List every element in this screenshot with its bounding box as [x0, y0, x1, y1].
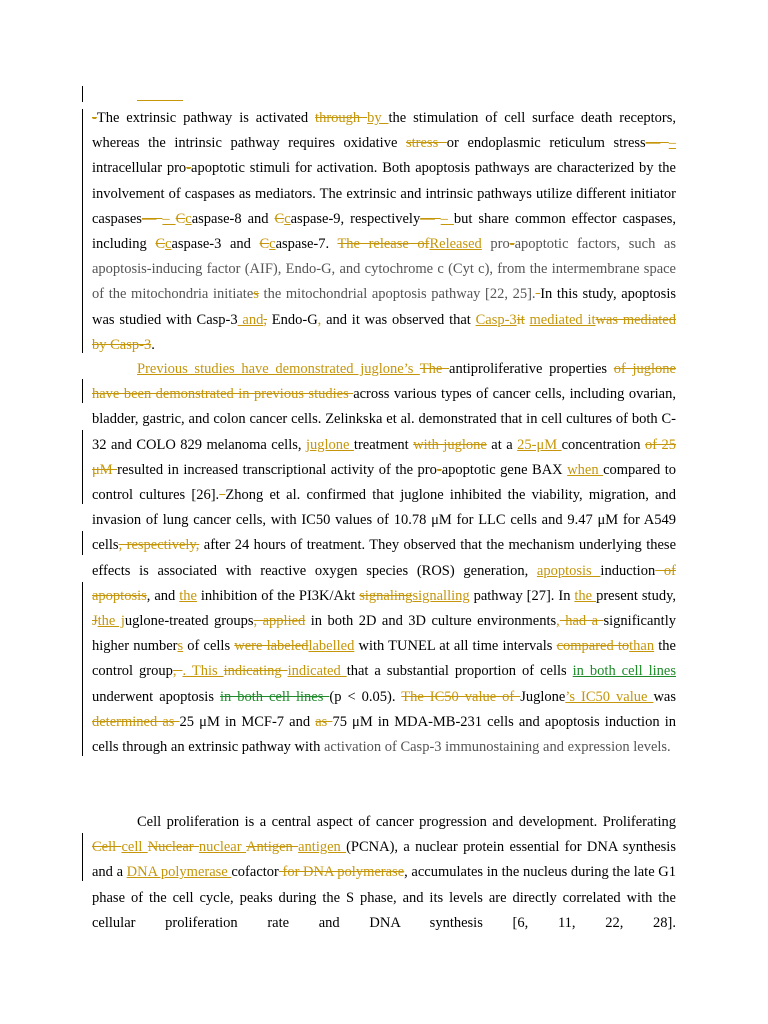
tracked-deletion: for DNA polymerase — [278, 864, 405, 881]
text-run: resulted in increased transcriptional activity of the pro — [117, 461, 437, 478]
tracked-deletion: C — [274, 210, 285, 227]
tracked-insertion: 25-μM — [517, 436, 562, 453]
text-run: pathway [27]. In — [469, 587, 575, 604]
formatted-text: apoptotic factors, such as apoptosis-inducing factor (AIF), Endo-G, and cytochrome c (Cyt c), from the intermembrane space of the mitochondria initiate — [92, 236, 676, 303]
tracked-deletion: The — [419, 361, 450, 377]
tracked-deletion: — — [141, 210, 163, 227]
tracked-insertion: . This — [182, 663, 224, 680]
text-run: apoptotic gene BAX — [441, 461, 568, 478]
tracked-insertion: DNA polymerase — [126, 864, 232, 881]
text-run: apoptotic stimuli for activation. Both apoptosis pathways are characterized by the involvement of caspases as mediators. The extrinsic and intrinsic pathways utilize different initiator caspases — [92, 160, 676, 227]
tracked-insertion: the j — [97, 613, 125, 630]
text-run: aspase-3 and — [171, 236, 260, 253]
formatted-text: activation of Casp-3 immunostaining and expression levels. — [323, 739, 671, 756]
tracked-insertion: signalling — [412, 587, 470, 604]
tracked-deletion: with juglone — [413, 436, 487, 453]
tracked-insertion: cell — [121, 839, 148, 856]
text-run: 75 μM in MDA-MB-231 cells and apoptosis induction in cells through an extrinsic pathway with — [92, 713, 676, 756]
paragraph-juglone-antiproliferative — [92, 357, 676, 760]
tracked-deletion: - — [186, 160, 192, 177]
tracked-deletion: were labeled — [234, 638, 309, 655]
tracked-deletion: The release of — [337, 236, 430, 253]
tracked-deletion: Cell — [92, 839, 122, 856]
text-run: uglone-treated groups — [124, 613, 254, 630]
tracked-insertion: juglone — [305, 436, 354, 453]
tracked-move-to: in both cell lines — [572, 663, 676, 680]
tracked-insertion: – — [162, 210, 176, 227]
text-run: In this study, apoptosis was studied with Casp-3 — [92, 286, 677, 328]
tracked-insertion: apoptosis — [536, 562, 601, 579]
text-run: aspase-8 and — [191, 210, 275, 227]
tracked-deletion: Antigen — [246, 839, 299, 856]
text-run: inhibition of the PI3K/Akt — [196, 587, 360, 604]
paragraph-cell-proliferation — [92, 810, 676, 936]
tracked-insertion: antigen — [298, 839, 347, 856]
tracked-insertion: than — [629, 638, 655, 655]
text-run: , and — [146, 587, 180, 604]
text-run: with TUNEL at all time intervals — [354, 638, 557, 655]
change-bar — [82, 430, 83, 504]
text-run: Juglone — [520, 688, 566, 705]
text-run: in both 2D and 3D culture environments — [305, 613, 557, 630]
tracked-insertion: when — [567, 461, 604, 478]
text-run: significantly higher number — [92, 613, 676, 655]
tracked-insertion: Casp-3 — [475, 311, 517, 328]
tracked-insertion: by — [367, 110, 389, 126]
tracked-deletion: it — [516, 311, 525, 328]
text-run: compared to control cultures [26]. — [92, 461, 676, 504]
tracked-insertion: c — [185, 210, 192, 227]
tracked-deletion: stress — [405, 135, 447, 152]
tracked-deletion: - — [436, 461, 442, 478]
tracked-insertion-mark — [137, 100, 183, 101]
text-run: intracellular pro — [92, 160, 187, 177]
text-run: Endo-G — [266, 311, 318, 328]
tracked-insertion: nuclear — [198, 839, 247, 856]
text-run: at a — [486, 436, 518, 453]
tracked-insertion: , — [317, 311, 322, 328]
tracked-deletion: J — [92, 613, 98, 630]
text-run: (p < 0.05). — [329, 688, 402, 705]
formatted-text: pro — [481, 236, 510, 253]
change-bar — [82, 531, 83, 555]
tracked-deletion: of 25 μM — [92, 436, 676, 478]
tracked-deletion: as — [315, 713, 333, 730]
tracked-insertion: – — [440, 210, 454, 227]
text-run: induction — [600, 562, 656, 579]
text-run: 25 μM in MCF-7 and — [179, 713, 316, 730]
tracked-insertion: s — [177, 638, 184, 655]
text-run: across various types of cancer cells, including ovarian, bladder, gastric, and colon cancer cells. Zelinkska et al. demonstrated that in cell cultures of both C-32 and COLO 829 melanoma cells, — [92, 386, 676, 453]
text-run: treatment — [353, 436, 414, 453]
tracked-insertion: the — [179, 587, 197, 604]
text-run: present study, — [596, 587, 676, 604]
change-bar — [82, 379, 83, 403]
text-run: concentration — [561, 436, 645, 453]
tracked-move-from: in both cell lines — [219, 688, 330, 705]
tracked-insertion: and — [237, 311, 264, 328]
tracked-deletion: indicating — [223, 663, 288, 680]
tracked-deletion: s — [253, 286, 259, 303]
text-run: but share common effector caspases, including — [92, 210, 676, 253]
text-run: . — [151, 336, 155, 353]
tracked-insertion: Released — [429, 236, 482, 253]
tracked-deletion: — — [645, 135, 669, 152]
tracked-insertion: , — [556, 613, 560, 630]
text-run: (PCNA), a nuclear protein essential for DNA synthesis and a — [92, 839, 676, 881]
tracked-deletion: of apoptosis — [92, 562, 676, 604]
tracked-deletion: signaling — [359, 587, 413, 604]
text-run: aspase-7. — [275, 236, 338, 253]
tracked-deletion: C — [175, 210, 186, 227]
change-bar — [82, 86, 83, 102]
tracked-insertion: c — [269, 236, 276, 253]
text-run: antiproliferative properties — [449, 361, 614, 377]
tracked-insertion: mediated it — [529, 311, 596, 328]
tracked-deletion: , — [172, 663, 183, 680]
tracked-insertion: labelled — [308, 638, 355, 655]
tracked-insertion: c — [165, 236, 172, 253]
change-bar — [82, 582, 83, 756]
tracked-insertion: – — [668, 135, 677, 152]
tracked-deletion: compared to — [556, 638, 630, 655]
text-run: , accumulates in the nucleus during the late G1 phase of the cell cycle, peaks during the S phase, and its levels are directly correlated with the cellular proliferation rate and DNA synthesis [6, 11, 22, 28]. — [92, 864, 677, 931]
tracked-deletion: through — [315, 110, 368, 126]
text-run: aspase-9, respectively — [290, 210, 421, 227]
text-run: and it was observed that — [321, 311, 476, 328]
tracked-insertion: ’s IC50 value — [565, 688, 654, 705]
tracked-insertion: Previous studies have demonstrated juglone’s — [137, 361, 420, 377]
tracked-deletion: C — [155, 236, 166, 253]
tracked-insertion: c — [284, 210, 291, 227]
tracked-deletion: C — [259, 236, 270, 253]
formatted-text: the mitochondrial apoptosis pathway [22, 25]. — [258, 286, 536, 303]
tracked-deletion: , respectively, — [118, 537, 200, 554]
tracked-deletion: — — [420, 210, 441, 227]
text-run: the control group — [92, 638, 676, 680]
tracked-deletion: of juglone have been demonstrated in previous studies — [92, 361, 676, 403]
tracked-insertion: indicated — [287, 663, 347, 680]
tracked-deletion: , — [263, 311, 267, 328]
change-bar — [82, 109, 83, 353]
text-run: the stimulation of cell surface death receptors, whereas the intrinsic pathway requires oxidative — [92, 110, 677, 152]
text-run: that a substantial proportion of cells — [346, 663, 573, 680]
tracked-deletion: - — [509, 236, 515, 253]
text-run: The extrinsic pathway is activated — [96, 110, 316, 126]
tracked-deletion: , applied — [253, 613, 306, 630]
text-run: cofactor — [231, 864, 279, 881]
tracked-insertion: the — [574, 587, 597, 604]
text-run: Zhong et al. confirmed that juglone inhibited the viability, migration, and invasion of lung cancer cells, with IC50 values of 10.78 μM for LLC cells and 9.47 μM for A549 cells — [92, 487, 676, 554]
tracked-deletion: determined as — [92, 713, 180, 730]
tracked-deletion: had a — [559, 613, 604, 630]
tracked-deletion: was mediated by Casp-3 — [92, 311, 676, 353]
change-bar — [82, 833, 83, 881]
text-run: or endoplasmic reticulum stress — [446, 135, 646, 152]
text-run: underwent apoptosis — [92, 688, 220, 705]
text-run: Cell proliferation is a central aspect of cancer progression and development. Proliferating — [137, 814, 676, 830]
paragraph-extrinsic-pathway — [92, 106, 676, 358]
text-run: of cells — [183, 638, 235, 655]
tracked-deletion: Nuclear — [147, 839, 199, 856]
text-run: was — [653, 688, 676, 705]
tracked-deletion: - — [92, 110, 97, 126]
text-run: after 24 hours of treatment. They observed that the mechanism underlying these effects is associated with reactive oxygen species (ROS) generation, — [92, 537, 677, 579]
tracked-deletion: The IC50 value of — [401, 688, 521, 705]
